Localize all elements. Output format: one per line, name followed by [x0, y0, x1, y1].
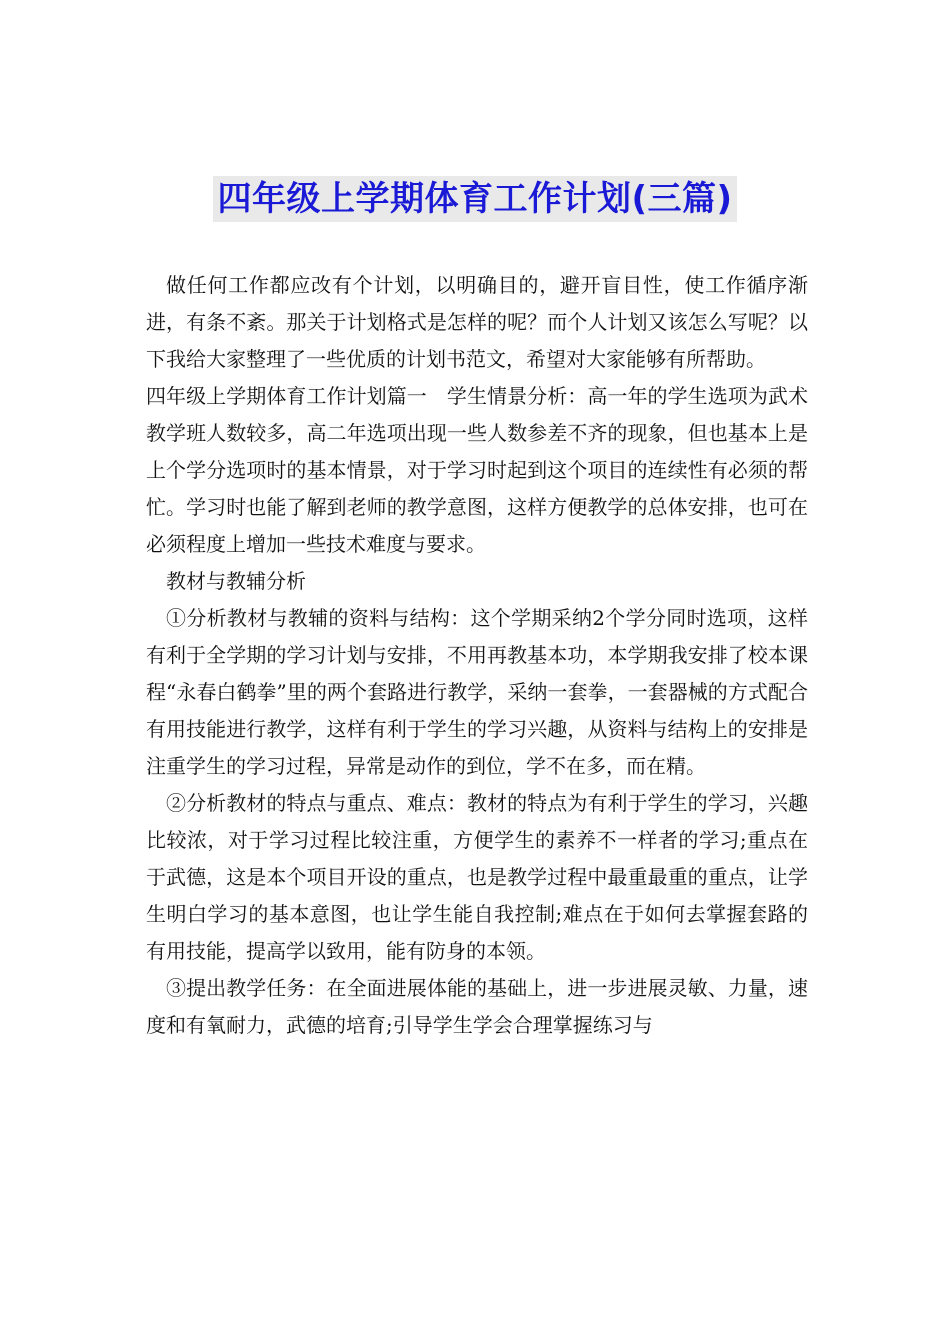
paragraph-section-one: 四年级上学期体育工作计划篇一 学生情景分析：高一年的学生选项为武术教学班人数较多，高二年选项出现一些人数参差不齐的现象，但也基本上是上个学分选项时的基本情景，对于学习时起到这个项目的连续性有必须的帮忙。学习时也能了解到老师的教学意图，这样方便教学的总体安排，也可在必须程度上增加一些技术难度与要求。	[146, 384, 808, 556]
paragraph-point-1: ①分析教材与教辅的资料与结构：这个学期采纳2个学分同时选项，这样有利于全学期的学习计划与安排，不用再教基本功，本学期我安排了校本课程“永春白鹤拳”里的两个套路进行教学，采纳一套拳，一套器械的方式配合有用技能进行教学，这样有利于学生的学习兴趣，从资料与结构上的安排是注重学生的学习过程，异常是动作的到位，学不在多，而在精。	[146, 606, 808, 778]
paragraph-heading-materials: 教材与教辅分析	[166, 569, 306, 593]
paragraph-intro: 做任何工作都应改有个计划，以明确目的，避开盲目性，使工作循序渐进，有条不紊。那关于计划格式是怎样的呢？而个人计划又该怎么写呢？以下我给大家整理了一些优质的计划书范文，希望对大家能够有所帮助。	[146, 273, 808, 371]
document-title: 四年级上学期体育工作计划(三篇)	[213, 176, 736, 222]
paragraph-point-3: ③提出教学任务：在全面进展体能的基础上，进一步进展灵敏、力量，速度和有氧耐力，武德的培育;引导学生学会合理掌握练习与	[146, 976, 808, 1037]
paragraph-point-2: ②分析教材的特点与重点、难点：教材的特点为有利于学生的学习，兴趣比较浓，对于学习过程比较注重，方便学生的素养不一样者的学习;重点在于武德，这是本个项目开设的重点，也是教学过程中最重最重的重点，让学生明白学习的基本意图，也让学生能自我控制;难点在于如何去掌握套路的有用技能，提高学以致用，能有防身的本领。	[146, 791, 808, 963]
title-container	[0, 176, 950, 222]
document-body	[146, 267, 808, 1044]
